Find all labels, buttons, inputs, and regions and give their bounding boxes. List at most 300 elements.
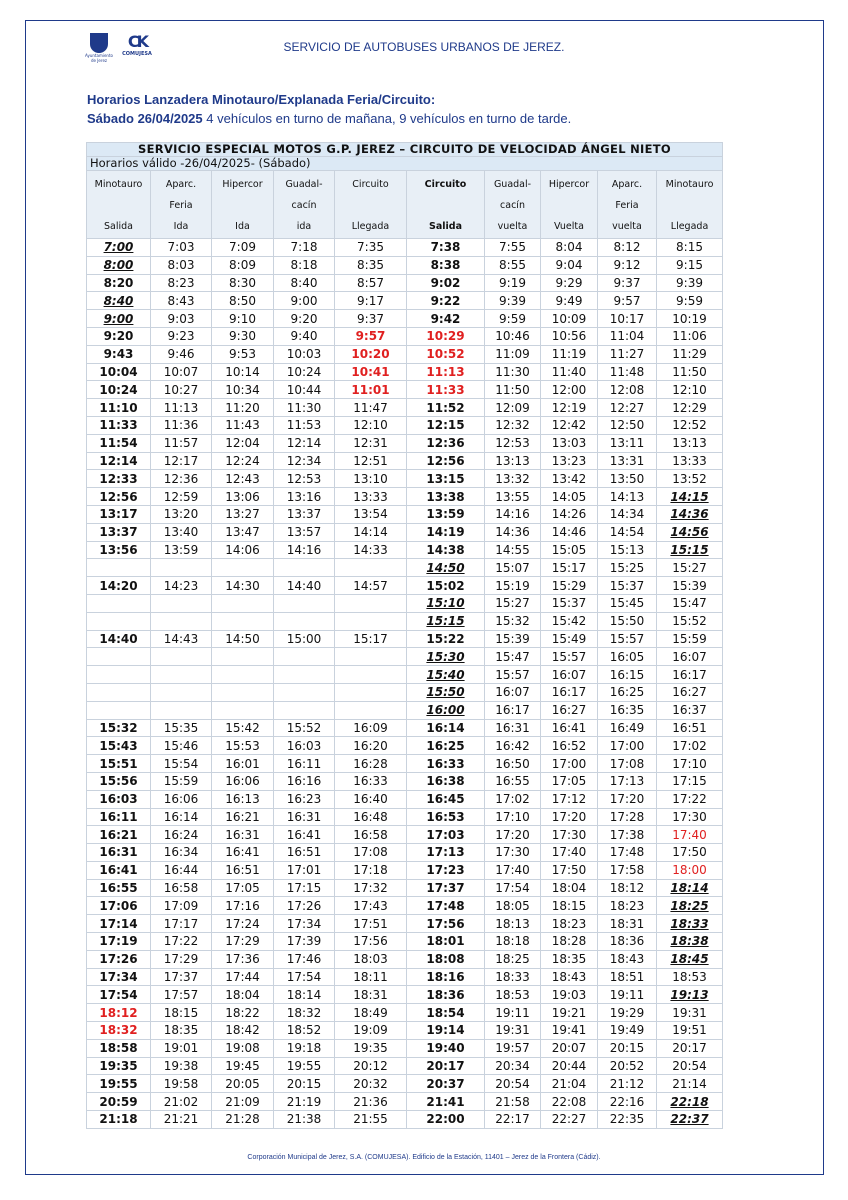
time-cell: 18:03 bbox=[335, 950, 407, 968]
time-cell: 20:17 bbox=[407, 1057, 485, 1075]
time-cell: 17:34 bbox=[274, 915, 335, 933]
time-cell: 16:33 bbox=[335, 772, 407, 790]
time-cell: 16:07 bbox=[657, 648, 723, 666]
column-header-line: Circuito bbox=[424, 179, 467, 190]
time-cell: 7:09 bbox=[212, 239, 274, 257]
time-cell bbox=[212, 666, 274, 684]
column-header-line: cacín bbox=[291, 200, 317, 211]
column-header-line: Feria bbox=[169, 200, 193, 211]
time-cell: 15:02 bbox=[407, 577, 485, 595]
time-cell: 17:39 bbox=[274, 933, 335, 951]
time-cell: 17:15 bbox=[657, 772, 723, 790]
time-cell: 22:08 bbox=[541, 1093, 598, 1111]
column-header-line bbox=[335, 195, 406, 216]
time-cell: 16:25 bbox=[407, 737, 485, 755]
time-cell: 14:40 bbox=[87, 630, 151, 648]
table-row bbox=[87, 541, 723, 559]
time-cell: 16:41 bbox=[274, 826, 335, 844]
time-cell: 13:10 bbox=[335, 470, 407, 488]
time-cell: 18:33 bbox=[485, 968, 541, 986]
time-cell: 11:19 bbox=[541, 345, 598, 363]
time-cell: 18:15 bbox=[541, 897, 598, 915]
column-header-line: Hipercor bbox=[548, 179, 590, 190]
time-cell: 8:18 bbox=[274, 256, 335, 274]
time-cell: 19:38 bbox=[151, 1057, 212, 1075]
time-cell: 12:17 bbox=[151, 452, 212, 470]
time-cell: 15:42 bbox=[212, 719, 274, 737]
time-cell: 13:32 bbox=[485, 470, 541, 488]
time-cell: 18:04 bbox=[541, 879, 598, 897]
time-cell: 17:54 bbox=[485, 879, 541, 897]
time-cell: 17:40 bbox=[485, 861, 541, 879]
time-cell: 17:02 bbox=[485, 790, 541, 808]
time-cell: 17:29 bbox=[212, 933, 274, 951]
column-header-line bbox=[407, 195, 484, 216]
time-cell: 17:01 bbox=[274, 861, 335, 879]
time-cell: 14:14 bbox=[335, 523, 407, 541]
time-cell: 16:58 bbox=[335, 826, 407, 844]
time-cell: 17:57 bbox=[151, 986, 212, 1004]
time-cell: 14:19 bbox=[407, 523, 485, 541]
time-cell: 7:55 bbox=[485, 239, 541, 257]
table-row bbox=[87, 523, 723, 541]
time-cell: 13:50 bbox=[598, 470, 657, 488]
time-cell: 17:37 bbox=[151, 968, 212, 986]
time-cell: 17:15 bbox=[274, 879, 335, 897]
time-cell: 9:00 bbox=[87, 310, 151, 328]
time-cell: 18:52 bbox=[274, 1022, 335, 1040]
time-cell bbox=[274, 683, 335, 701]
time-cell: 21:18 bbox=[87, 1111, 151, 1129]
time-cell: 17:16 bbox=[212, 897, 274, 915]
time-cell: 11:50 bbox=[485, 381, 541, 399]
time-cell: 14:36 bbox=[657, 505, 723, 523]
time-cell: 12:31 bbox=[335, 434, 407, 452]
time-cell: 14:05 bbox=[541, 488, 598, 506]
time-cell: 18:00 bbox=[657, 861, 723, 879]
time-cell bbox=[212, 648, 274, 666]
time-cell: 8:43 bbox=[151, 292, 212, 310]
table-row bbox=[87, 986, 723, 1004]
time-cell: 15:52 bbox=[274, 719, 335, 737]
city-council-logo-text: Ayuntamiento de Jerez bbox=[85, 53, 113, 63]
time-cell: 18:35 bbox=[151, 1022, 212, 1040]
time-cell: 22:17 bbox=[485, 1111, 541, 1129]
time-cell: 9:40 bbox=[274, 327, 335, 345]
time-cell: 11:20 bbox=[212, 399, 274, 417]
table-row bbox=[87, 399, 723, 417]
column-header-line bbox=[541, 195, 597, 216]
time-cell: 13:16 bbox=[274, 488, 335, 506]
time-cell: 16:03 bbox=[274, 737, 335, 755]
time-cell bbox=[212, 612, 274, 630]
page-footer: Corporación Municipal de Jerez, S.A. (COMUJESA). Edificio de la Estación, 11401 – Jerez de la Frontera (Cádiz). bbox=[247, 1154, 601, 1161]
time-cell: 16:27 bbox=[657, 683, 723, 701]
table-row bbox=[87, 719, 723, 737]
time-cell: 15:17 bbox=[541, 559, 598, 577]
time-cell: 14:56 bbox=[657, 523, 723, 541]
intro-heading: Horarios Lanzadera Minotauro/Explanada Feria/Circuito: bbox=[87, 92, 436, 107]
table-row bbox=[87, 345, 723, 363]
time-cell: 19:13 bbox=[657, 986, 723, 1004]
time-cell: 10:56 bbox=[541, 327, 598, 345]
time-cell: 17:50 bbox=[541, 861, 598, 879]
time-cell: 17:37 bbox=[407, 879, 485, 897]
time-cell: 18:54 bbox=[407, 1004, 485, 1022]
time-cell: 16:14 bbox=[151, 808, 212, 826]
time-cell: 13:06 bbox=[212, 488, 274, 506]
time-cell: 16:50 bbox=[485, 755, 541, 773]
time-cell: 14:50 bbox=[407, 559, 485, 577]
time-cell: 16:41 bbox=[541, 719, 598, 737]
time-cell: 18:36 bbox=[598, 933, 657, 951]
time-cell: 18:25 bbox=[485, 950, 541, 968]
time-cell: 13:13 bbox=[657, 434, 723, 452]
time-cell: 16:21 bbox=[212, 808, 274, 826]
time-cell: 11:33 bbox=[407, 381, 485, 399]
time-cell: 15:30 bbox=[407, 648, 485, 666]
time-cell: 14:36 bbox=[485, 523, 541, 541]
time-cell: 15:57 bbox=[541, 648, 598, 666]
time-cell: 18:43 bbox=[598, 950, 657, 968]
time-cell: 20:59 bbox=[87, 1093, 151, 1111]
time-cell: 19:29 bbox=[598, 1004, 657, 1022]
time-cell: 11:09 bbox=[485, 345, 541, 363]
time-cell: 20:54 bbox=[485, 1075, 541, 1093]
column-header-line: Llegada bbox=[670, 221, 709, 232]
column-header-line: Feria bbox=[615, 200, 639, 211]
time-cell: 18:14 bbox=[274, 986, 335, 1004]
time-cell: 7:03 bbox=[151, 239, 212, 257]
time-cell: 18:49 bbox=[335, 1004, 407, 1022]
time-cell: 17:12 bbox=[541, 790, 598, 808]
intro-line-1 bbox=[87, 90, 571, 109]
time-cell: 9:37 bbox=[335, 310, 407, 328]
time-cell: 16:16 bbox=[274, 772, 335, 790]
column-header bbox=[598, 171, 657, 239]
time-cell: 22:00 bbox=[407, 1111, 485, 1129]
table-row bbox=[87, 327, 723, 345]
time-cell: 8:00 bbox=[87, 256, 151, 274]
time-cell: 16:31 bbox=[274, 808, 335, 826]
time-cell: 15:15 bbox=[657, 541, 723, 559]
time-cell: 15:39 bbox=[657, 577, 723, 595]
time-cell: 16:27 bbox=[541, 701, 598, 719]
time-cell: 16:11 bbox=[87, 808, 151, 826]
time-cell: 18:23 bbox=[598, 897, 657, 915]
table-row bbox=[87, 310, 723, 328]
table-row bbox=[87, 826, 723, 844]
time-cell: 15:00 bbox=[274, 630, 335, 648]
time-cell: 14:20 bbox=[87, 577, 151, 595]
time-cell: 14:38 bbox=[407, 541, 485, 559]
time-cell: 15:27 bbox=[657, 559, 723, 577]
time-cell bbox=[87, 648, 151, 666]
time-cell: 12:29 bbox=[657, 399, 723, 417]
time-cell: 15:59 bbox=[657, 630, 723, 648]
time-cell: 9:53 bbox=[212, 345, 274, 363]
time-cell: 16:20 bbox=[335, 737, 407, 755]
time-cell: 20:44 bbox=[541, 1057, 598, 1075]
time-cell: 19:57 bbox=[485, 1039, 541, 1057]
column-header bbox=[335, 171, 407, 239]
time-cell: 9:43 bbox=[87, 345, 151, 363]
time-cell: 12:24 bbox=[212, 452, 274, 470]
time-cell: 11:54 bbox=[87, 434, 151, 452]
time-cell: 10:29 bbox=[407, 327, 485, 345]
table-row bbox=[87, 737, 723, 755]
column-header-line: Ida bbox=[235, 221, 250, 232]
time-cell: 18:12 bbox=[87, 1004, 151, 1022]
time-cell: 18:32 bbox=[274, 1004, 335, 1022]
time-cell: 15:45 bbox=[598, 594, 657, 612]
time-cell: 10:34 bbox=[212, 381, 274, 399]
time-cell: 17:08 bbox=[598, 755, 657, 773]
time-cell bbox=[335, 559, 407, 577]
time-cell: 22:18 bbox=[657, 1093, 723, 1111]
time-cell: 11:47 bbox=[335, 399, 407, 417]
time-cell: 11:30 bbox=[485, 363, 541, 381]
time-cell: 10:07 bbox=[151, 363, 212, 381]
time-cell: 15:15 bbox=[407, 612, 485, 630]
table-row bbox=[87, 861, 723, 879]
time-cell bbox=[212, 701, 274, 719]
time-cell: 16:17 bbox=[485, 701, 541, 719]
time-cell: 20:05 bbox=[212, 1075, 274, 1093]
time-cell: 8:23 bbox=[151, 274, 212, 292]
time-cell: 10:09 bbox=[541, 310, 598, 328]
time-cell: 19:51 bbox=[657, 1022, 723, 1040]
column-header-line: Aparc. bbox=[611, 179, 643, 190]
time-cell: 19:08 bbox=[212, 1039, 274, 1057]
time-cell: 10:19 bbox=[657, 310, 723, 328]
time-cell: 15:47 bbox=[485, 648, 541, 666]
time-cell: 15:46 bbox=[151, 737, 212, 755]
time-cell: 13:13 bbox=[485, 452, 541, 470]
time-cell: 16:05 bbox=[598, 648, 657, 666]
time-cell bbox=[87, 612, 151, 630]
column-header bbox=[541, 171, 598, 239]
table-row bbox=[87, 470, 723, 488]
time-cell: 16:11 bbox=[274, 755, 335, 773]
column-header bbox=[274, 171, 335, 239]
time-cell: 16:53 bbox=[407, 808, 485, 826]
time-cell: 9:12 bbox=[598, 256, 657, 274]
time-cell: 12:08 bbox=[598, 381, 657, 399]
column-header-line: Guadal- bbox=[493, 179, 532, 190]
table-row bbox=[87, 648, 723, 666]
table-row bbox=[87, 612, 723, 630]
time-cell bbox=[87, 559, 151, 577]
time-cell: 9:03 bbox=[151, 310, 212, 328]
time-cell: 17:08 bbox=[335, 844, 407, 862]
time-cell: 16:21 bbox=[87, 826, 151, 844]
time-cell: 16:28 bbox=[335, 755, 407, 773]
column-header-line bbox=[657, 195, 722, 216]
time-cell: 22:35 bbox=[598, 1111, 657, 1129]
time-cell: 10:24 bbox=[274, 363, 335, 381]
time-cell: 16:00 bbox=[407, 701, 485, 719]
time-cell: 17:26 bbox=[274, 897, 335, 915]
time-cell: 17:09 bbox=[151, 897, 212, 915]
time-cell: 17:48 bbox=[598, 844, 657, 862]
column-header-line: Guadal- bbox=[285, 179, 323, 190]
time-cell: 17:34 bbox=[87, 968, 151, 986]
time-cell: 13:38 bbox=[407, 488, 485, 506]
time-cell bbox=[212, 594, 274, 612]
time-cell: 13:11 bbox=[598, 434, 657, 452]
table-row bbox=[87, 701, 723, 719]
time-cell bbox=[274, 666, 335, 684]
time-cell: 15:19 bbox=[485, 577, 541, 595]
time-cell: 8:15 bbox=[657, 239, 723, 257]
table-row bbox=[87, 968, 723, 986]
table-header-row bbox=[87, 171, 723, 239]
time-cell: 16:24 bbox=[151, 826, 212, 844]
time-cell: 15:57 bbox=[598, 630, 657, 648]
time-cell: 9:37 bbox=[598, 274, 657, 292]
time-cell: 20:52 bbox=[598, 1057, 657, 1075]
column-header-line: Salida bbox=[429, 221, 462, 232]
time-cell: 22:37 bbox=[657, 1111, 723, 1129]
column-header bbox=[657, 171, 723, 239]
time-cell: 16:13 bbox=[212, 790, 274, 808]
time-cell: 13:27 bbox=[212, 505, 274, 523]
time-cell: 19:01 bbox=[151, 1039, 212, 1057]
time-cell: 10:03 bbox=[274, 345, 335, 363]
time-cell: 20:37 bbox=[407, 1075, 485, 1093]
table-row bbox=[87, 559, 723, 577]
time-cell: 9:57 bbox=[335, 327, 407, 345]
time-cell: 14:30 bbox=[212, 577, 274, 595]
table-row bbox=[87, 808, 723, 826]
table-row bbox=[87, 239, 723, 257]
table-row bbox=[87, 1039, 723, 1057]
time-cell: 18:43 bbox=[541, 968, 598, 986]
time-cell: 17:50 bbox=[657, 844, 723, 862]
time-cell: 18:23 bbox=[541, 915, 598, 933]
time-cell: 13:37 bbox=[87, 523, 151, 541]
table-row bbox=[87, 577, 723, 595]
time-cell: 12:27 bbox=[598, 399, 657, 417]
time-cell: 17:13 bbox=[598, 772, 657, 790]
table-row bbox=[87, 1004, 723, 1022]
table-row bbox=[87, 1057, 723, 1075]
time-cell: 17:06 bbox=[87, 897, 151, 915]
time-cell: 14:26 bbox=[541, 505, 598, 523]
time-cell: 11:04 bbox=[598, 327, 657, 345]
time-cell: 9:42 bbox=[407, 310, 485, 328]
time-cell: 17:18 bbox=[335, 861, 407, 879]
time-cell: 11:29 bbox=[657, 345, 723, 363]
table-row bbox=[87, 1075, 723, 1093]
time-cell: 9:04 bbox=[541, 256, 598, 274]
time-cell: 17:56 bbox=[407, 915, 485, 933]
time-cell bbox=[151, 612, 212, 630]
time-cell: 13:47 bbox=[212, 523, 274, 541]
time-cell: 13:03 bbox=[541, 434, 598, 452]
intro-line-2 bbox=[87, 109, 571, 128]
time-cell: 12:10 bbox=[657, 381, 723, 399]
time-cell: 21:12 bbox=[598, 1075, 657, 1093]
time-cell bbox=[274, 559, 335, 577]
time-cell: 11:48 bbox=[598, 363, 657, 381]
table-row bbox=[87, 790, 723, 808]
time-cell: 16:51 bbox=[212, 861, 274, 879]
time-cell: 12:33 bbox=[87, 470, 151, 488]
time-cell: 11:36 bbox=[151, 416, 212, 434]
time-cell: 14:46 bbox=[541, 523, 598, 541]
time-cell: 14:16 bbox=[274, 541, 335, 559]
time-cell: 15:27 bbox=[485, 594, 541, 612]
time-cell: 9:10 bbox=[212, 310, 274, 328]
time-cell bbox=[151, 683, 212, 701]
time-cell: 20:34 bbox=[485, 1057, 541, 1075]
time-cell: 10:41 bbox=[335, 363, 407, 381]
time-cell: 16:45 bbox=[407, 790, 485, 808]
time-cell: 17:46 bbox=[274, 950, 335, 968]
time-cell: 13:56 bbox=[87, 541, 151, 559]
time-cell: 14:06 bbox=[212, 541, 274, 559]
time-cell: 18:08 bbox=[407, 950, 485, 968]
time-cell: 12:09 bbox=[485, 399, 541, 417]
time-cell: 12:32 bbox=[485, 416, 541, 434]
time-cell: 17:30 bbox=[541, 826, 598, 844]
time-cell: 17:51 bbox=[335, 915, 407, 933]
time-cell: 14:50 bbox=[212, 630, 274, 648]
time-cell: 19:31 bbox=[485, 1022, 541, 1040]
time-cell: 12:36 bbox=[151, 470, 212, 488]
comujesa-mark-icon: CK bbox=[127, 32, 147, 51]
time-cell: 13:42 bbox=[541, 470, 598, 488]
time-cell: 9:59 bbox=[657, 292, 723, 310]
time-cell: 14:16 bbox=[485, 505, 541, 523]
time-cell: 8:04 bbox=[541, 239, 598, 257]
time-cell: 15:50 bbox=[598, 612, 657, 630]
time-cell: 12:53 bbox=[274, 470, 335, 488]
time-cell: 21:09 bbox=[212, 1093, 274, 1111]
time-cell: 8:55 bbox=[485, 256, 541, 274]
intro-vehicles: 4 vehículos en turno de mañana, 9 vehículos en turno de tarde. bbox=[202, 111, 572, 126]
time-cell: 18:12 bbox=[598, 879, 657, 897]
time-cell: 16:06 bbox=[212, 772, 274, 790]
column-header bbox=[485, 171, 541, 239]
time-cell: 8:20 bbox=[87, 274, 151, 292]
time-cell: 11:01 bbox=[335, 381, 407, 399]
time-cell: 15:22 bbox=[407, 630, 485, 648]
time-cell: 10:17 bbox=[598, 310, 657, 328]
column-header-line bbox=[212, 195, 273, 216]
time-cell: 17:17 bbox=[151, 915, 212, 933]
time-cell: 15:39 bbox=[485, 630, 541, 648]
time-cell: 16:42 bbox=[485, 737, 541, 755]
intro-date: Sábado 26/04/2025 bbox=[87, 111, 203, 126]
time-cell: 19:14 bbox=[407, 1022, 485, 1040]
time-cell: 16:31 bbox=[212, 826, 274, 844]
time-cell: 15:37 bbox=[541, 594, 598, 612]
time-cell: 19:21 bbox=[541, 1004, 598, 1022]
time-cell: 16:14 bbox=[407, 719, 485, 737]
time-cell: 11:50 bbox=[657, 363, 723, 381]
time-cell: 17:58 bbox=[598, 861, 657, 879]
table-row bbox=[87, 1111, 723, 1129]
table-row bbox=[87, 755, 723, 773]
time-cell: 18:04 bbox=[212, 986, 274, 1004]
time-cell: 11:27 bbox=[598, 345, 657, 363]
time-cell: 15:56 bbox=[87, 772, 151, 790]
time-cell: 14:15 bbox=[657, 488, 723, 506]
time-cell: 19:49 bbox=[598, 1022, 657, 1040]
